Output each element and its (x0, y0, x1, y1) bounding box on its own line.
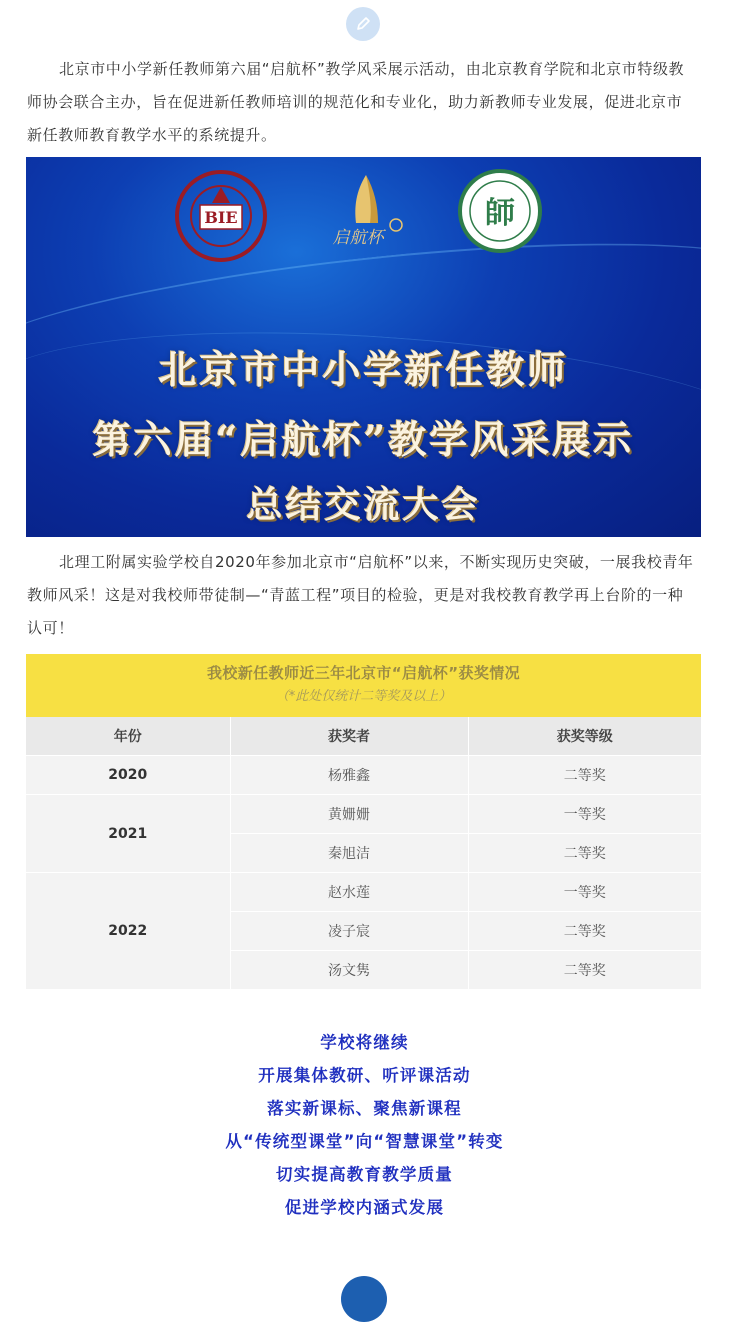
closing-line: 落实新课标、聚焦新课程 (267, 1099, 462, 1118)
awards-note: （*此处仅统计二等奖及以上） (275, 689, 452, 704)
level-cell: 二等奖 (468, 834, 701, 873)
teacher-association-logo-icon (458, 169, 542, 253)
cup-logo-text: 启航杯 (332, 228, 384, 248)
closing-line: 切实提高教育教学质量 (276, 1165, 453, 1184)
level-cell: 一等奖 (468, 795, 701, 834)
awards-table (26, 717, 701, 990)
closing-line: 促进学校内涵式发展 (284, 1198, 445, 1217)
winner-cell: 秦旭洁 (230, 834, 468, 873)
table-row (26, 795, 701, 834)
level-cell: 一等奖 (468, 873, 701, 912)
winner-cell: 黄姗姗 (230, 795, 468, 834)
table-row (26, 873, 701, 912)
level-cell: 二等奖 (468, 951, 701, 990)
column-header-winner: 获奖者 (230, 717, 468, 756)
level-cell: 二等奖 (468, 912, 701, 951)
banner-title-line-3: 总结交流大会 (246, 484, 481, 526)
awards-header (26, 654, 701, 717)
winner-cell: 汤文隽 (230, 951, 468, 990)
winner-cell: 赵水莲 (230, 873, 468, 912)
awards-title: 我校新任教师近三年北京市“启航杯”获奖情况 (206, 664, 521, 682)
bie-logo-icon (174, 169, 268, 263)
banner-title-line-2: 第六届“启航杯”教学风采展示 (92, 417, 635, 462)
intro-paragraph-1: 北京市中小学新任教师第六届“启航杯”教学风采展示活动，由北京教育学院和北京市特级教师协会联合主办，旨在促进新任教师培训的规范化和专业化，助力新教师专业发展，促进北京市新任教师教育教学水平的系统提升。 (27, 60, 685, 144)
pencil-icon (346, 7, 380, 41)
column-header-year: 年份 (26, 717, 230, 756)
column-header-level: 获奖等级 (468, 717, 701, 756)
banner-title-line-1: 北京市中小学新任教师 (158, 347, 569, 392)
year-cell: 2022 (26, 873, 230, 990)
event-banner (26, 157, 701, 537)
bie-logo-text: BIE (204, 208, 238, 227)
intro-paragraph-2: 北理工附属实验学校自2020年参加北京市“启航杯”以来，不断实现历史突破，一展我校青年教师风采！这是对我校师带徒制—“青蓝工程”项目的检验，更是对我校教育教学再上台阶的一种认可！ (27, 553, 694, 637)
winner-cell: 凌子宸 (230, 912, 468, 951)
awards-table-section (26, 654, 701, 990)
year-cell: 2020 (26, 756, 230, 795)
table-row (26, 756, 701, 795)
teacher-logo-char: 師 (485, 196, 515, 231)
level-cell: 二等奖 (468, 756, 701, 795)
year-cell: 2021 (26, 795, 230, 873)
closing-line: 从“传统型课堂”向“智慧课堂”转变 (225, 1132, 504, 1151)
winner-cell: 杨雅鑫 (230, 756, 468, 795)
closing-line: 开展集体教研、听评课活动 (258, 1066, 471, 1085)
closing-statement (0, 1026, 729, 1224)
table-header-row (26, 717, 701, 756)
closing-line: 学校将继续 (320, 1033, 409, 1052)
